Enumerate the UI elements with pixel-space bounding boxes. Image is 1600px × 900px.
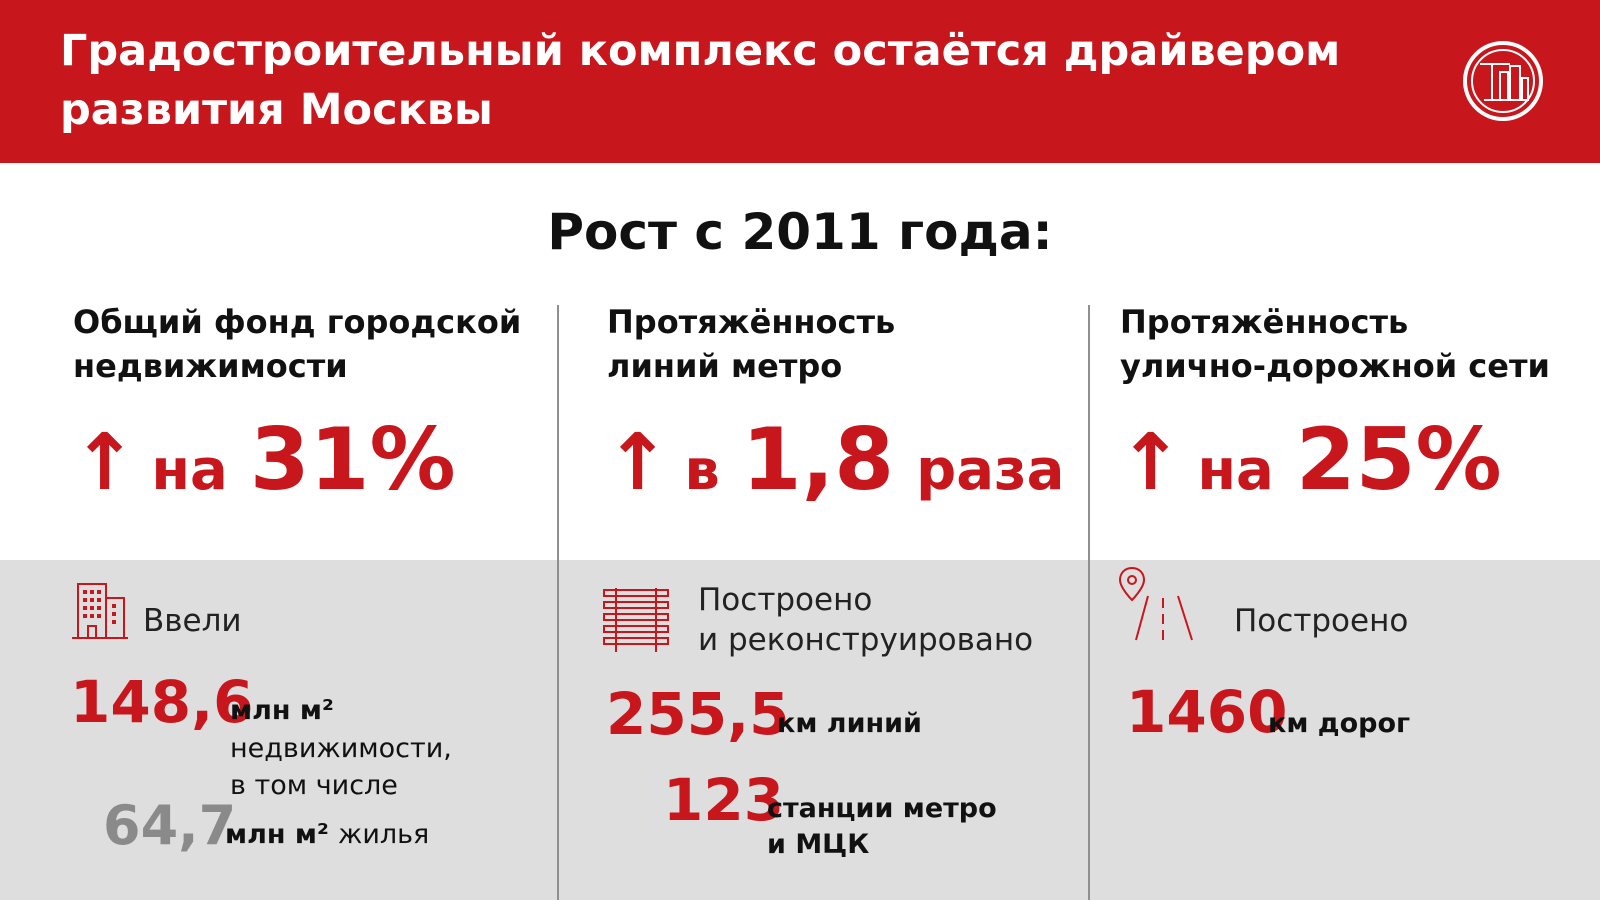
- stat-total-real-estate: 148,6: [70, 668, 254, 736]
- stat-roads: 1460: [1126, 678, 1288, 746]
- label-built: Построено: [1234, 603, 1409, 639]
- stat-unit: км линий: [777, 708, 922, 739]
- header-banner: [0, 0, 1600, 163]
- growth-value: 25%: [1295, 410, 1502, 510]
- stat-metro-stations: 123: [663, 766, 785, 834]
- section-heading: Рост с 2011 года:: [547, 203, 1053, 261]
- growth-metro: [605, 410, 1064, 510]
- growth-prefix: на: [151, 438, 228, 503]
- growth-value: 31%: [249, 410, 456, 510]
- stat-housing: 64,7: [103, 794, 237, 857]
- growth-prefix: в: [684, 438, 720, 503]
- growth-suffix: раза: [916, 438, 1065, 503]
- arrow-up-icon: ↑: [72, 418, 138, 508]
- stat-unit: станции метро и МЦК: [767, 793, 997, 860]
- label-commissioned: Ввели: [143, 603, 242, 639]
- column-title-roads: Протяжённость улично-дорожной сети: [1120, 303, 1550, 385]
- stat-description: жилья: [338, 819, 430, 850]
- growth-prefix: на: [1197, 438, 1274, 503]
- stat-unit: км дорог: [1268, 708, 1411, 739]
- moscow-construction-logo-icon: [1462, 40, 1544, 122]
- column-divider: [557, 305, 559, 900]
- railway-tracks-icon: [602, 586, 670, 654]
- stat-metro-lines: 255,5: [606, 680, 790, 748]
- label-built-reconstructed: Построено и реконструировано: [698, 582, 1034, 658]
- growth-value: 1,8: [741, 410, 895, 510]
- growth-roads: [1118, 410, 1502, 510]
- page-title: Градостроительный комплекс остаётся драйвером развития Москвы: [60, 26, 1341, 135]
- column-title-metro: Протяжённость линий метро: [607, 303, 896, 385]
- stat-description: в том числе: [230, 770, 398, 801]
- stat-description: недвижимости,: [230, 733, 452, 764]
- arrow-up-icon: ↑: [1118, 418, 1184, 508]
- column-title-real-estate: Общий фонд городской недвижимости: [73, 303, 522, 385]
- stat-unit: млн м²: [230, 695, 334, 726]
- road-pin-icon: [1118, 566, 1194, 642]
- building-icon: [72, 580, 128, 642]
- stat-unit: млн м²: [225, 819, 329, 850]
- arrow-up-icon: ↑: [605, 418, 671, 508]
- column-divider: [1088, 305, 1090, 900]
- growth-real-estate: [72, 410, 456, 510]
